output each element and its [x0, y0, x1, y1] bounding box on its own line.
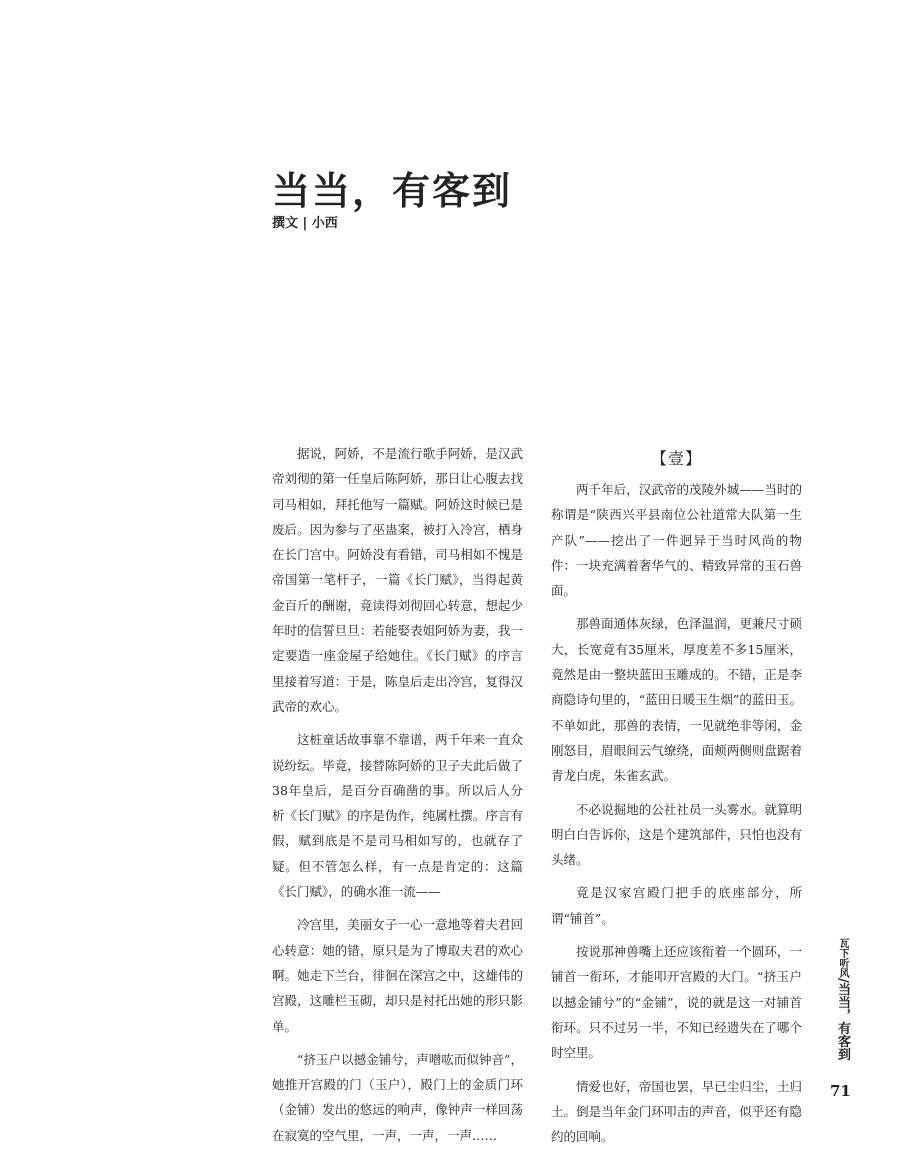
column-name: 瓦下听风 [837, 938, 848, 978]
paragraph: 冷宫里，美丽女子一心一意地等着夫君回心转意：她的错，原只是为了博取夫君的欢心啊。她走下兰台，徘徊在深宫之中，这雄伟的宫殿，这雕栏玉砌，却只是衬托出她的形只影单。 [272, 917, 523, 1034]
paragraph: 情爱也好，帝国也罢，早已尘归尘，土归土。倒是当年金门环叩击的声音，似乎还有隐约的回响。 [551, 1078, 802, 1145]
paragraph: 据说，阿娇，不是流行歌手阿娇，是汉武帝刘彻的第一任皇后陈阿娇，那日让心腹去找司马相如，拜托他写一篇赋。阿娇这时候已是废后。因为参与了巫蛊案，被打入冷宫，栖身在长门宫中。阿娇没有看错，司马相如不愧是帝国第一笔杆子，一篇《长门赋》，当得起黄金百斤的酬谢，竟读得刘彻回心转意，想起少年时的信誓旦旦：若能娶表姐阿娇为妻，我一定要造一座金屋子给她住。《长门赋》的序言里接着写道：于是，陈皇后走出冷宫，复得汉武帝的欢心。 [272, 446, 523, 714]
right-text-column [551, 441, 802, 1157]
paragraph: 按说那神兽嘴上还应该衔着一个圆环，一铺首一衔环，才能叩开宫殿的大门。“挤玉户以撼金铺兮”的“金铺”，说的就是这一对铺首衔环。只不过另一半，不知已经遗失在了哪个时空里。 [551, 944, 802, 1061]
header-separator: / [835, 978, 850, 983]
left-text-column [272, 441, 523, 1156]
paragraph: 不必说掘地的公社社员一头雾水。就算明明白白告诉你，这是个建筑部件，只怕也没有头绪。 [551, 801, 802, 868]
article-title: 当当，有客到 [272, 169, 513, 213]
paragraph: 那兽面通体灰绿，色泽温润，更兼尺寸硕大，长宽竟有35厘米，厚度差不多15厘米，竟然是由一整块蓝田玉雕成的。不错，正是李商隐诗句里的，“蓝田日暖玉生烟”的蓝田玉。不单如此，那兽的表情，一见就绝非等闲，金刚怒目，眉眼间云气缭绕，面颊两侧则盘踞着青龙白虎，朱雀玄武。 [551, 616, 802, 784]
section-heading: 【壹】 [650, 449, 702, 468]
running-header [834, 938, 850, 1061]
page-number: 71 [830, 1082, 851, 1100]
paragraph: 两千年后，汉武帝的茂陵外城——当时的称谓是“陕西兴平县南位公社道常大队第一生产队”——挖出了一件迥异于当时风尚的物件：一块充满着奢华气的、精致异常的玉石兽面。 [551, 482, 802, 599]
running-title: 当当，有客到 [835, 982, 850, 1061]
article-byline: 撰文 | 小西 [272, 216, 338, 231]
paragraph: 这桩童话故事靠不靠谱，两千年来一直众说纷纭。毕竟，接替陈阿娇的卫子夫此后做了38年皇后，是百分百确凿的事。所以后人分析《长门赋》的序是伪作，纯属杜撰。序言有假，赋到底是不是司马相如写的，也就存了疑。但不管怎么样，有一点是肯定的：这篇《长门赋》，的确水准一流—— [272, 732, 523, 900]
paragraph: “挤玉户以撼金铺兮，声噌吰而似钟音”，她推开宫殿的门（玉户），殿门上的金质门环（金铺）发出的悠远的响声，像钟声一样回荡在寂寞的空气里，一声，一声，一声…… [272, 1051, 523, 1143]
paragraph: 竟是汉家宫殿门把手的底座部分，所谓“铺首”。 [551, 885, 802, 926]
